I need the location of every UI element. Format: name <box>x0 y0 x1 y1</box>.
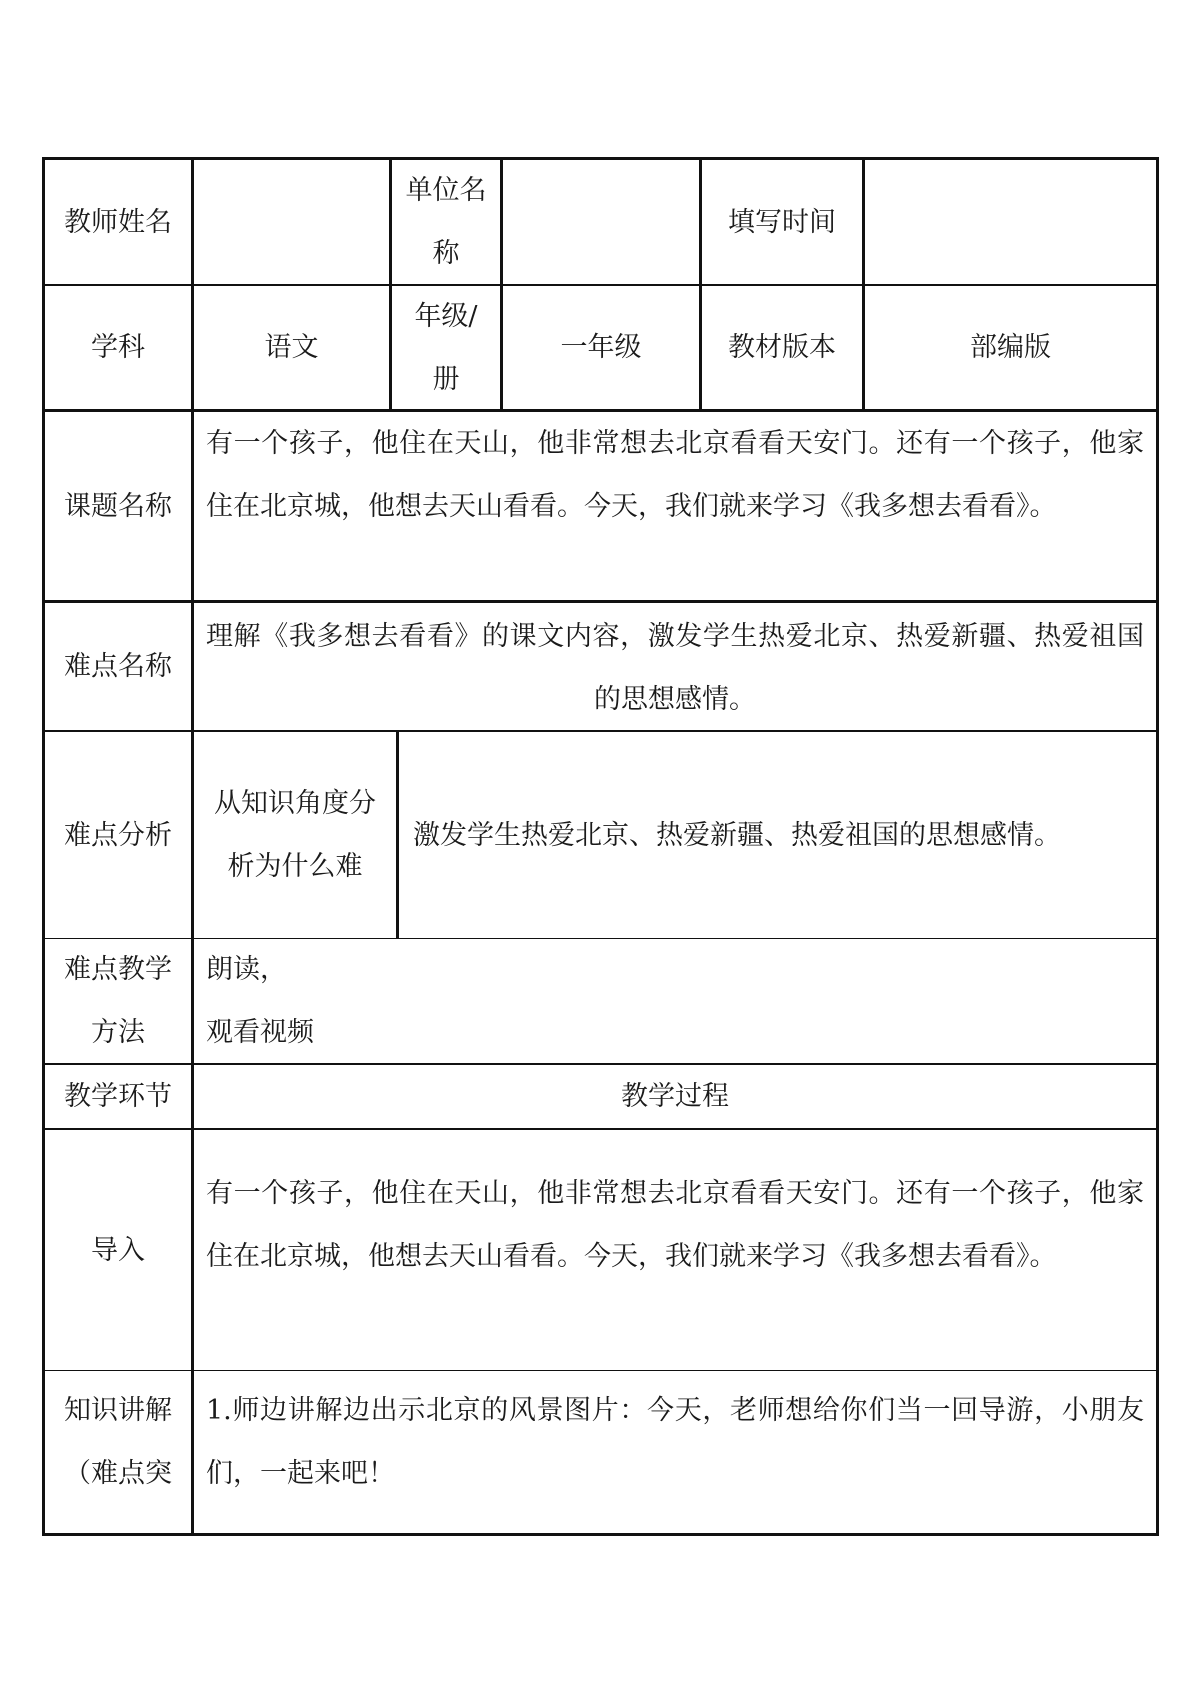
method-label-line1: 难点教学 <box>64 954 172 985</box>
fill-time-label <box>702 160 862 284</box>
topic-label-text: 课题名称 <box>64 490 172 522</box>
difficulty-name-label-text: 难点名称 <box>64 651 172 682</box>
analysis-content-text: 激发学生热爱北京、热爱新疆、热爱祖国的思想感情。 <box>413 819 1061 851</box>
difficulty-analysis-sublabel <box>194 732 396 938</box>
grade-label-line2: 册 <box>432 363 460 395</box>
topic-name-content <box>194 412 1156 600</box>
difficulty-analysis-label-text: 难点分析 <box>64 819 172 851</box>
subject-value-text: 语文 <box>264 332 319 363</box>
analysis-sublabel-line1: 从知识角度分 <box>214 788 376 819</box>
subject-label-text: 学科 <box>91 332 145 363</box>
knowledge-content-text: 1.师边讲解边出示北京的风景图片：今天，老师想给你们当一回导游，小朋友们，一起来吧！ <box>206 1395 1144 1489</box>
unit-name-label-line2: 称 <box>432 238 460 269</box>
difficulty-name-content <box>194 603 1156 730</box>
teaching-stage-label <box>45 1065 191 1128</box>
textbook-version-value <box>865 286 1156 409</box>
introduction-label-text: 导入 <box>91 1234 145 1266</box>
teaching-process-header <box>194 1065 1156 1128</box>
unit-name-value <box>503 160 699 284</box>
teacher-name-label <box>45 160 191 284</box>
knowledge-label-line2: （难点突 <box>64 1458 172 1489</box>
textbook-version-label <box>702 286 862 409</box>
stage-label-text: 教学环节 <box>64 1081 172 1112</box>
difficulty-name-label <box>45 603 191 730</box>
topic-content-text: 有一个孩子，他住在天山，他非常想去北京看看天安门。还有一个孩子，他家住在北京城，他想去天山看看。今天，我们就来学习《我多想去看看》。 <box>206 428 1144 522</box>
difficulty-name-content-text: 理解《我多想去看看》的课文内容，激发学生热爱北京、热爱新疆、热爱祖国的思想感情。 <box>206 621 1144 715</box>
textbook-label-text: 教材版本 <box>728 332 836 363</box>
grade-label-line1: 年级/ <box>414 300 478 332</box>
teaching-method-content <box>194 939 1156 1063</box>
textbook-value-text: 部编版 <box>970 332 1051 363</box>
difficulty-analysis-label <box>45 732 191 938</box>
difficulty-analysis-content <box>399 732 1156 938</box>
fill-time-value <box>865 160 1156 284</box>
grade-value <box>503 286 699 409</box>
introduction-content <box>194 1130 1156 1370</box>
teaching-method-label <box>45 939 191 1063</box>
teacher-name-label-text: 教师姓名 <box>64 206 172 238</box>
knowledge-explanation-label <box>45 1371 191 1533</box>
introduction-label <box>45 1130 191 1370</box>
knowledge-label-line1: 知识讲解 <box>64 1395 172 1426</box>
grade-value-text: 一年级 <box>560 332 642 363</box>
knowledge-explanation-content <box>194 1371 1156 1533</box>
topic-name-label <box>45 412 191 600</box>
subject-value <box>194 286 389 409</box>
unit-name-label <box>392 160 500 284</box>
teacher-name-value <box>194 160 389 284</box>
analysis-sublabel-line2: 析为什么难 <box>227 851 363 882</box>
method-item-reading: 朗读， <box>206 954 287 985</box>
unit-name-label-line1: 单位名 <box>405 175 487 206</box>
grade-volume-label <box>392 286 500 409</box>
introduction-content-text: 有一个孩子，他住在天山，他非常想去北京看看天安门。还有一个孩子，他家住在北京城，他想去天山看看。今天，我们就来学习《我多想去看看》。 <box>206 1178 1144 1272</box>
fill-time-label-text: 填写时间 <box>728 206 836 238</box>
process-header-text: 教学过程 <box>621 1081 729 1112</box>
method-label-line2: 方法 <box>91 1017 145 1048</box>
method-item-video: 观看视频 <box>206 1017 314 1048</box>
subject-label <box>45 286 191 409</box>
